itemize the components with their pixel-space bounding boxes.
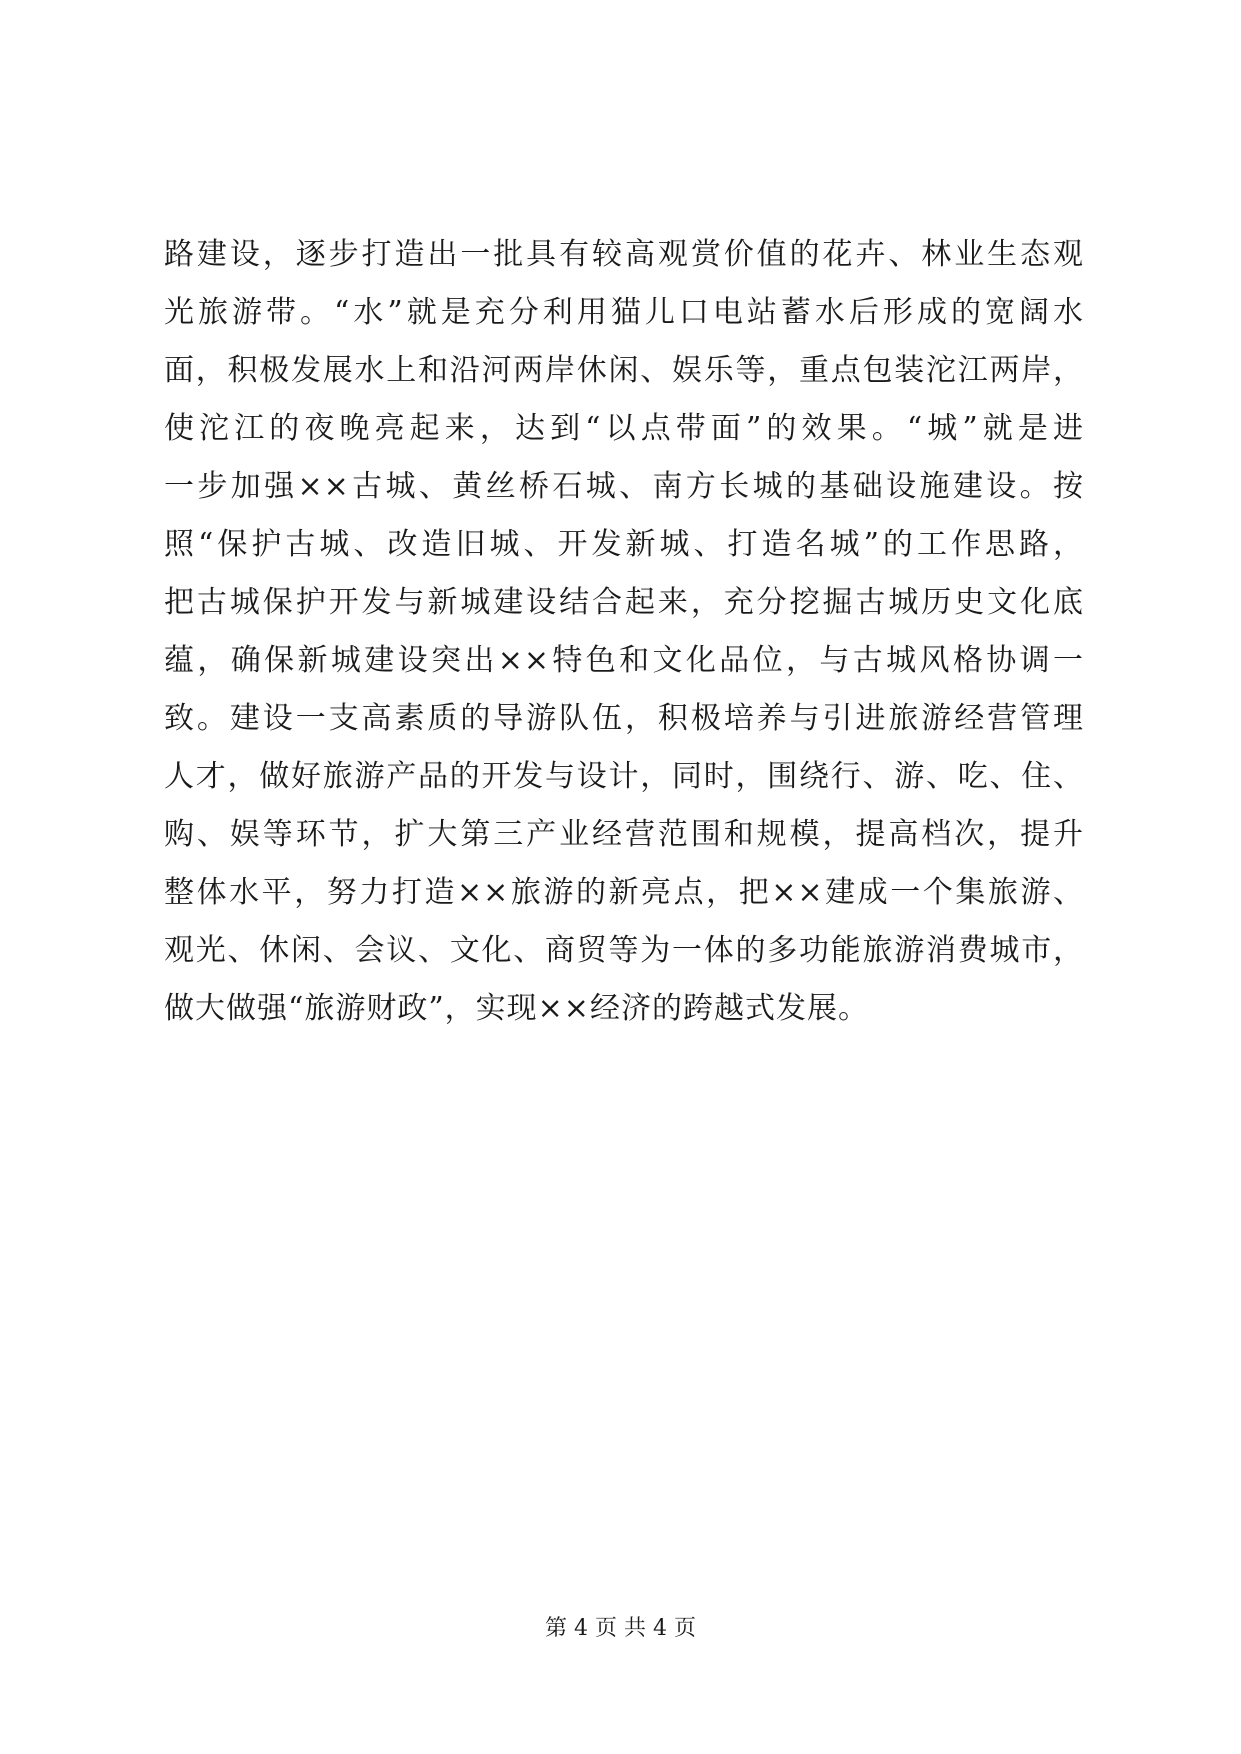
body-paragraph <box>164 226 1084 1038</box>
text-line: 购、娱等环节，扩大第三产业经营范围和规模，提高档次，提升 <box>164 817 1084 852</box>
text-line: 把古城保护开发与新城建设结合起来，充分挖掘古城历史文化底 <box>164 585 1084 620</box>
text-line: 光旅游带。“水”就是充分利用猫儿口电站蓄水后形成的宽阔水 <box>164 295 1084 330</box>
text-line: 人才，做好旅游产品的开发与设计，同时，围绕行、游、吃、住、 <box>164 759 1084 794</box>
text-line: 使沱江的夜晚亮起来，达到“以点带面”的效果。“城”就是进 <box>164 411 1084 446</box>
page-footer <box>0 1614 1241 1644</box>
text-line: 蕴，确保新城建设突出××特色和文化品位，与古城风格协调一 <box>164 643 1084 678</box>
text-line: 面，积极发展水上和沿河两岸休闲、娱乐等，重点包装沱江两岸， <box>164 353 1084 388</box>
page-number-indicator: 第 4 页 共 4 页 <box>545 1616 696 1641</box>
text-line: 致。建设一支高素质的导游队伍，积极培养与引进旅游经营管理 <box>164 701 1084 736</box>
text-line: 整体水平，努力打造××旅游的新亮点，把××建成一个集旅游、 <box>164 875 1084 910</box>
text-line: 观光、休闲、会议、文化、商贸等为一体的多功能旅游消费城市， <box>164 933 1084 968</box>
text-line: 照“保护古城、改造旧城、开发新城、打造名城”的工作思路， <box>164 527 1084 562</box>
text-line: 一步加强××古城、黄丝桥石城、南方长城的基础设施建设。按 <box>164 469 1084 504</box>
text-line: 路建设，逐步打造出一批具有较高观赏价值的花卉、林业生态观 <box>164 237 1084 272</box>
text-line: 做大做强“旅游财政”，实现××经济的跨越式发展。 <box>164 991 869 1026</box>
